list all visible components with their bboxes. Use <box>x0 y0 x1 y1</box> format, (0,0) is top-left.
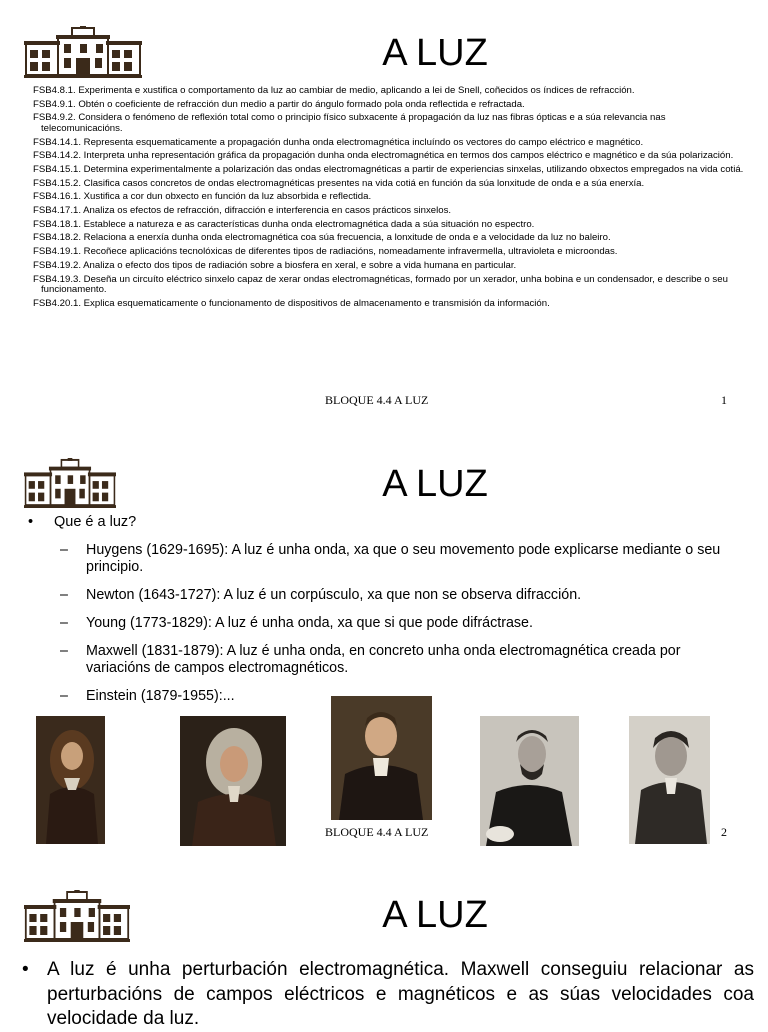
bullet-text: A luz é unha perturbación electromagnética. Maxwell conseguiu relacionar as perturbacións de campos eléctricos e magnéticos e as súas velocidades coa velocidade da luz. <box>47 959 754 1029</box>
bullet-icon: • <box>28 514 34 530</box>
page-number: 1 <box>721 393 727 407</box>
scientist-item <box>60 615 740 632</box>
scientist-item <box>60 643 740 677</box>
dash-icon: – <box>60 587 68 603</box>
standard-item: FSB4.19.1. Recoñece aplicacións tecnolóxicas de diferentes tipos de radiacións, nomeadamente infravermella, ultravioleta e microondas. <box>33 246 618 258</box>
standard-item: FSB4.14.2. Interpreta unha representación gráfica da propagación dunha onda electromagnética en termos dos campos eléctrico e magnético e da súa polarización. <box>33 150 734 162</box>
scientist-text: Newton (1643-1727): A luz é un corpúsculo, xa que non se observa difracción. <box>86 587 582 603</box>
scientist-item <box>60 587 740 604</box>
dash-icon: – <box>60 615 68 631</box>
standard-item: FSB4.15.1. Determina experimentalmente a polarización das ondas electromagnéticas a partir de experiencias sinxelas, utilizando obxectos empregados na vida cotiá. <box>33 164 744 176</box>
standard-item: FSB4.15.2. Clasifica casos concretos de ondas electromagnéticas presentes na vida cotiá en función da súa lonxitude de onda e a súa enerxía. <box>33 177 645 189</box>
dash-icon: – <box>60 688 68 704</box>
maxwell-bullet <box>22 958 754 1032</box>
scientist-text: Young (1773-1829): A luz é unha onda, xa que si que pode difráctrase. <box>86 615 533 631</box>
scientist-item <box>60 542 740 576</box>
scientist-text: Maxwell (1831-1879): A luz é unha onda, en concreto unha onda electromagnética creada por variacións de campos electromagnéticos. <box>86 643 681 676</box>
scientist-text: Einstein (1879-1955):... <box>86 688 235 704</box>
page-number: 2 <box>721 825 727 839</box>
young-portrait-icon <box>331 696 432 820</box>
slide-title: A LUZ <box>382 32 488 74</box>
school-building-icon <box>24 458 116 508</box>
dash-icon: – <box>60 643 68 659</box>
slide-footer: BLOQUE 4.4 A LUZ <box>325 825 429 839</box>
standard-item: FSB4.9.1. Obtén o coeficiente de refracción dun medio a partir do ángulo formado pola onda reflectida e refractada. <box>33 98 525 110</box>
standard-item: FSB4.17.1. Analiza os efectos de refracción, difracción e interferencia en casos prácticos sinxelos. <box>33 205 452 217</box>
standard-item: FSB4.9.2. Considera o fenómeno de reflexión total como o principio físico subxacente á propagación da luz nas fibras ópticas e a súa relevancia nas telecomunicacións. <box>33 112 666 134</box>
standard-item: FSB4.19.2. Analiza o efecto dos tipos de radiación sobre a biosfera en xeral, e sobre a vida humana en particular. <box>33 259 517 271</box>
slide-footer: BLOQUE 4.4 A LUZ <box>325 393 429 407</box>
einstein-portrait-icon <box>629 716 710 844</box>
standard-item: FSB4.16.1. Xustifica a cor dun obxecto en función da luz absorbida e reflectida. <box>33 191 372 203</box>
scientists-list <box>60 542 740 716</box>
huygens-portrait-icon <box>36 716 105 844</box>
standard-item: FSB4.20.1. Explica esquematicamente o funcionamento de dispositivos de almacenamento e transmisión da información. <box>33 297 550 309</box>
standard-item: FSB4.18.1. Establece a natureza e as características dunha onda electromagnética dada a súa situación no espectro. <box>33 218 535 230</box>
question-bullet <box>28 514 136 530</box>
standard-item: FSB4.18.2. Relaciona a enerxía dunha onda electromagnética coa súa frecuencia, a lonxitude de onda e a velocidade da luz no baleiro. <box>33 232 611 244</box>
dash-icon: – <box>60 542 68 558</box>
standard-item: FSB4.19.3. Deseña un circuíto eléctrico sinxelo capaz de xerar ondas electromagnéticas, formado por un xerador, unha bobina e un condensador, e describe o seu funcionamento. <box>33 273 728 296</box>
question-text: Que é a luz? <box>54 514 137 530</box>
newton-portrait-icon <box>180 716 286 846</box>
bullet-icon: • <box>22 959 29 980</box>
standard-item: FSB4.14.1. Representa esquematicamente a propagación dunha onda electromagnética incluíndo os vectores do campo eléctrico e magnético. <box>33 136 644 148</box>
school-building-icon <box>24 890 130 942</box>
standard-item: FSB4.8.1. Experimenta e xustifica o comportamento da luz ao cambiar de medio, aplicando a lei de Snell, coñecidos os índices de refracción. <box>33 85 635 96</box>
scientist-text: Huygens (1629-1695): A luz é unha onda, xa que o seu movemento pode explicarse mediante o seu principio. <box>86 542 721 575</box>
slide-title: A LUZ <box>382 463 488 505</box>
maxwell-portrait-icon <box>480 716 579 846</box>
slide-title: A LUZ <box>382 894 488 936</box>
